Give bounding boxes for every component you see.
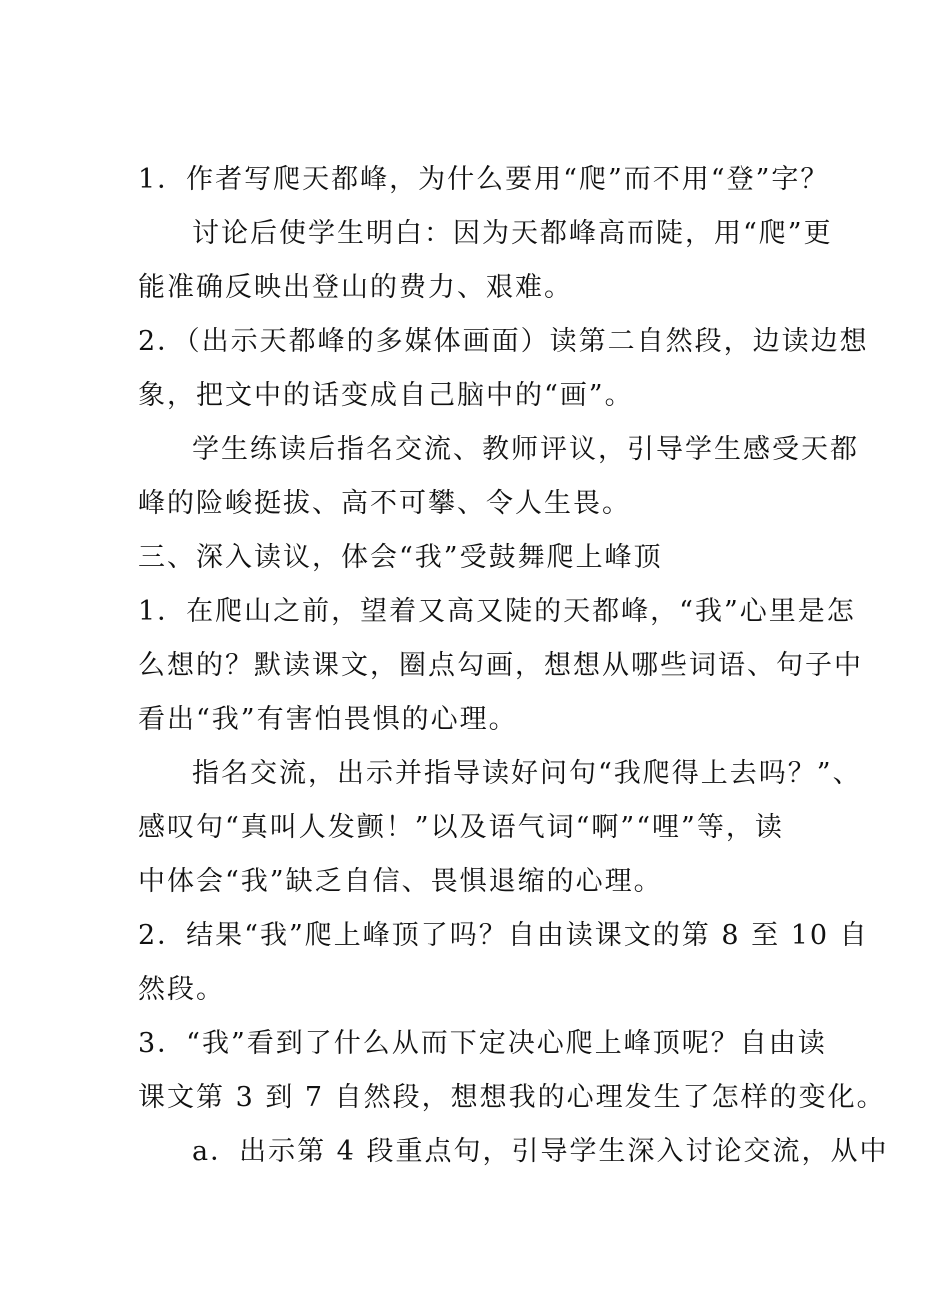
paragraph-line: 象，把文中的话变成自己脑中的“画”。: [138, 380, 634, 411]
paragraph-line: 看出“我”有害怕畏惧的心理。: [138, 704, 518, 735]
question-3-heading: 3．“我”看到了什么从而下定决心爬上峰顶呢？自由读: [138, 1028, 827, 1059]
question-1-heading: 1．在爬山之前，望着又高又陡的天都峰，“我”心里是怎: [138, 596, 856, 627]
paragraph-line: 么想的？默读课文，圈点勾画，想想从哪些词语、句子中: [138, 650, 863, 681]
paragraph-line: 学生练读后指名交流、教师评议，引导学生感受天都: [192, 434, 859, 465]
paragraph-line: 指名交流，出示并指导读好问句“我爬得上去吗？”、: [192, 758, 862, 789]
paragraph-line: 中体会“我”缺乏自信、畏惧退缩的心理。: [138, 866, 663, 897]
paragraph-line: 然段。: [138, 974, 225, 1005]
question-2-heading: 2．（出示天都峰的多媒体画面）读第二自然段，边读边想: [138, 326, 869, 357]
section-heading: 三、深入读议，体会“我”受鼓舞爬上峰顶: [138, 542, 663, 573]
paragraph-line: 感叹句“真叫人发颤！”以及语气词“啊”“哩”等，读: [138, 812, 784, 843]
paragraph-line: 讨论后使学生明白：因为天都峰高而陡，用“爬”更: [192, 218, 833, 249]
paragraph-line: 能准确反映出登山的费力、艰难。: [138, 272, 573, 303]
paragraph-line: 峰的险峻挺拔、高不可攀、令人生畏。: [138, 488, 631, 519]
paragraph-line: 课文第 3 到 7 自然段，想想我的心理发生了怎样的变化。: [138, 1082, 886, 1113]
question-1-heading: 1．作者写爬天都峰，为什么要用“爬”而不用“登”字？: [138, 164, 830, 195]
sub-item-a: a．出示第 4 段重点句，引导学生深入讨论交流，从中: [192, 1136, 889, 1167]
question-2-heading: 2．结果“我”爬上峰顶了吗？自由读课文的第 8 至 10 自: [138, 920, 869, 951]
